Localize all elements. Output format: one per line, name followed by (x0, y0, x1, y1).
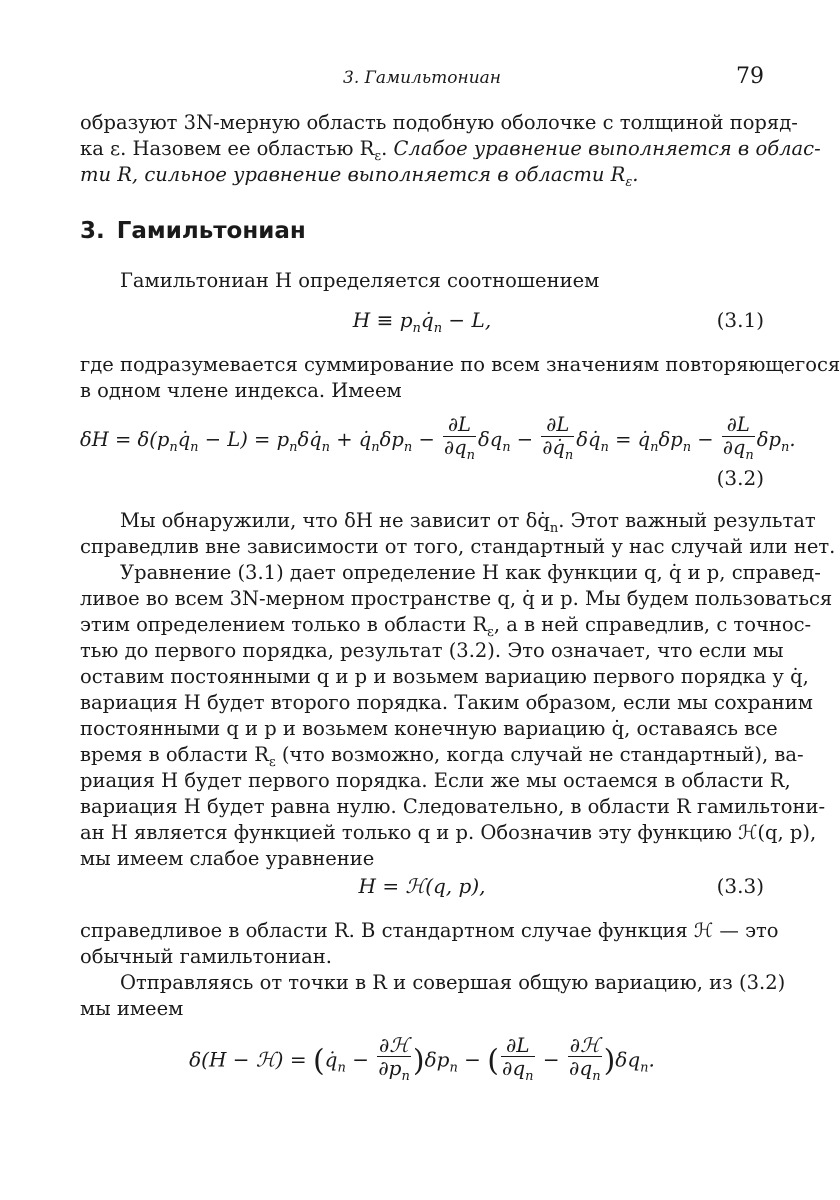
text-line: риация H будет первого порядка. Если же мы остаемся в области R, (80, 769, 791, 792)
text-line: Уравнение (3.1) дает определение H как функции q, q̇ и p, справед- (120, 561, 821, 584)
text-line: оставим постоянными q и p и возьмем вариацию первого порядка у q̇, (80, 665, 809, 688)
text-line: мы имеем слабое уравнение (80, 847, 375, 870)
equation-3-2 (80, 413, 796, 466)
text-line: справедливое в области R. В стандартном случае функция ℋ — это (80, 919, 779, 942)
text-line: образуют 3N-мерную область подобную оболочке с толщиной поряд- (80, 111, 798, 134)
paragraph-summation (80, 352, 840, 404)
book-page (80, 0, 840, 1200)
section-title: Гамильтониан (116, 218, 306, 244)
section-heading (80, 218, 306, 244)
paragraph-intro (80, 268, 764, 294)
paragraph-standard-case (80, 918, 779, 970)
text-line: ливое во всем 3N-мерном пространстве q, q̇ и p. Мы будем пользоваться (80, 587, 833, 610)
text-line: в одном члене индекса. Имеем (80, 379, 402, 402)
text-line: вариация H будет равна нулю. Следовательно, в области R гамильтони- (80, 795, 826, 818)
text-line: постоянными q и p и возьмем конечную вариацию q̇, оставаясь все (80, 717, 778, 740)
equation-tag: (3.3) (716, 874, 764, 898)
text-line: Отправляясь от точки в R и совершая общую вариацию, из (3.2) (120, 971, 786, 994)
paragraph-found (80, 508, 836, 560)
equation-3-1 (80, 308, 764, 348)
text-line: мы имеем (80, 997, 184, 1020)
section-number: 3. (80, 218, 105, 244)
paragraph-starting-point (80, 970, 786, 1022)
text-line: этим определением только в области $R_\varepsilon$, а в ней справедлив, с точнос- (80, 613, 812, 640)
text-line: справедлив вне зависимости от того, стандартный у нас случай или нет. (80, 535, 836, 558)
running-head-title: 3. Гамильтониан (343, 68, 501, 88)
equation-body: $\delta H = \delta(p_nq̇_n - L)$ = $p_n\delta q̇_n$ + $q̇_n\delta p_n$ − $\frac{\partial L}{\partial q_n}$ $\delta q_n$ − $\frac{\partial L}{\partial q̇_n}$ $\delta q̇_n$ = $q̇_n\delta p_n$ − $\frac{\partial L}{\partial q_n}$ $\delta p_n$. (80, 413, 796, 463)
text-line: Мы обнаружили, что δH не зависит от $\delta q̇_n$. Этот важный результат (120, 509, 816, 536)
running-head (80, 64, 764, 92)
equation-variation (80, 1030, 764, 1088)
equation-body: δ(H − ℋ) = ($q̇_n$ − $\frac{\text{∂ℋ}}{\partial p_n}$ )$\delta p_n$ − ( $\frac{\partial L}{\partial q_n}$ − $\frac{\text{∂ℋ}}{\partial q_n}$ )$\delta q_n$. (189, 1033, 655, 1084)
paragraph-shell-region (80, 110, 821, 190)
text-line: время в области $R_\varepsilon$ (что возможно, когда случай не стандартный), ва- (80, 743, 804, 770)
page-number: 79 (736, 64, 764, 89)
equation-body: H = ℋ(q, p), (358, 874, 486, 898)
text-line: ти R, сильное уравнение выполняется в области $R_\varepsilon$. (80, 163, 639, 190)
text-line: Гамильтониан H определяется соотношением (120, 269, 600, 292)
equation-tag: (3.1) (716, 308, 764, 332)
text-line: ка ε. Назовем ее областью $R_\varepsilon$. Слабое уравнение выполняется в облас- (80, 137, 821, 164)
paragraph-equation-definition (80, 560, 833, 872)
equation-3-3 (80, 874, 764, 914)
equation-3-2-tag-row (80, 466, 764, 496)
text-line: обычный гамильтониан. (80, 945, 332, 968)
text-line: ан H является функцией только q и p. Обозначив эту функцию ℋ(q, p), (80, 821, 817, 844)
text-line: вариация H будет второго порядка. Таким образом, если мы сохраним (80, 691, 813, 714)
equation-tag: (3.2) (716, 466, 764, 490)
equation-body: $H \equiv p_nq̇_n - L$, (352, 308, 492, 336)
text-line: где подразумевается суммирование по всем значениям повторяющегося (80, 353, 840, 376)
text-line: тью до первого порядка, результат (3.2). Это означает, что если мы (80, 639, 784, 662)
